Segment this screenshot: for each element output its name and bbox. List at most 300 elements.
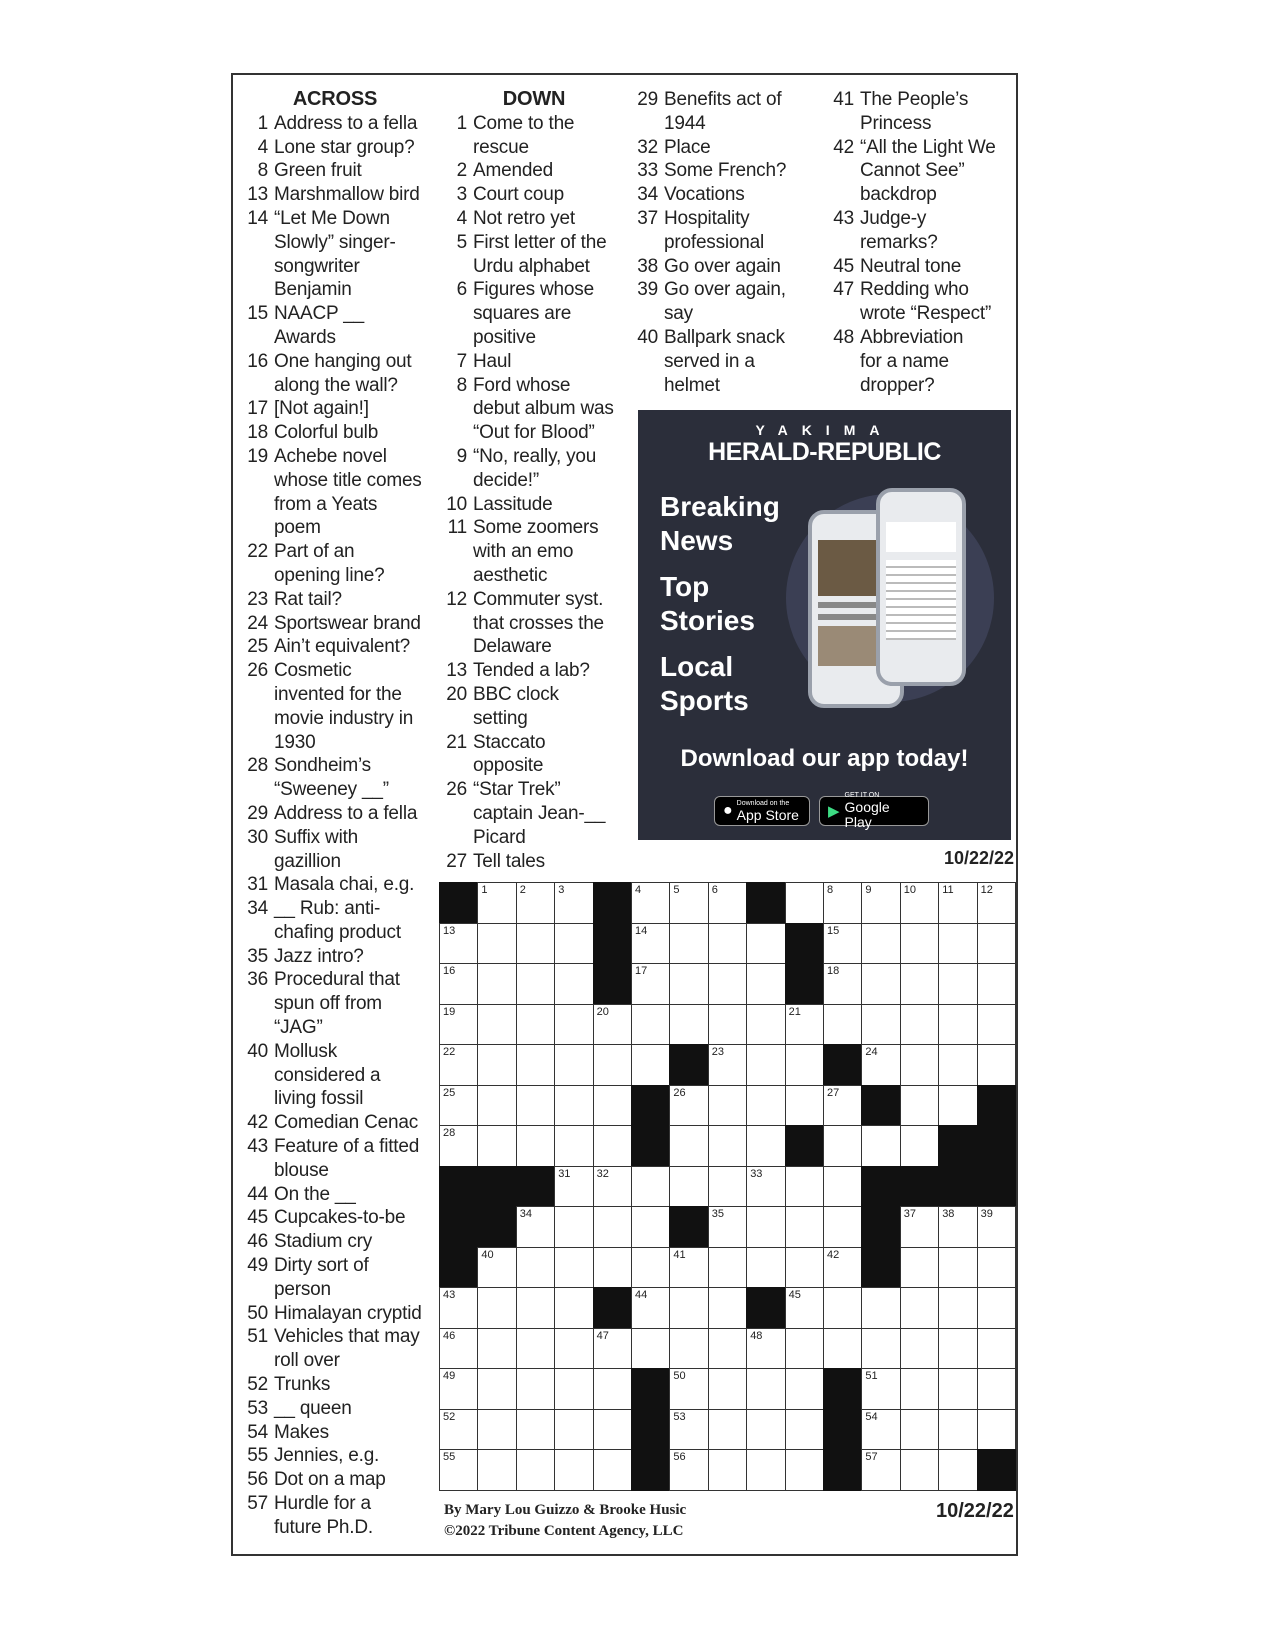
clue-text: Commuter syst. that crosses the Delaware — [473, 588, 604, 658]
across-clue — [240, 302, 430, 350]
grid-cell[interactable] — [785, 1004, 824, 1046]
grid-cell[interactable] — [785, 1085, 824, 1127]
grid-cell[interactable] — [746, 1004, 785, 1046]
grid-cell[interactable] — [708, 1125, 747, 1167]
grid-cell[interactable] — [477, 1125, 516, 1167]
down-clue — [439, 683, 629, 731]
grid-cell[interactable] — [439, 963, 478, 1005]
date-top: 10/22/22 — [944, 848, 1015, 868]
grid-cell[interactable] — [861, 1287, 900, 1329]
grid-cell[interactable] — [785, 1287, 824, 1329]
grid-cell[interactable] — [477, 1085, 516, 1127]
grid-cell[interactable] — [977, 1409, 1016, 1451]
grid-cell[interactable] — [823, 1125, 862, 1167]
grid-cell[interactable] — [823, 1328, 862, 1370]
cell-number: 24 — [865, 1046, 878, 1059]
grid-cell[interactable] — [746, 1247, 785, 1289]
grid-cell[interactable] — [746, 923, 785, 965]
grid-cell[interactable] — [977, 1247, 1016, 1289]
clue-number: 42 — [833, 136, 854, 158]
grid-cell[interactable] — [823, 1247, 862, 1289]
clue-number: 25 — [247, 636, 268, 658]
across-clue — [240, 1135, 430, 1183]
clue-text: __ queen — [274, 1397, 352, 1419]
cell-number: 11 — [942, 884, 954, 896]
grid-cell[interactable] — [746, 1368, 785, 1410]
clue-number: 24 — [247, 612, 268, 634]
grid-cell[interactable] — [554, 1004, 593, 1046]
black-square — [861, 1085, 900, 1127]
grid-cell[interactable] — [823, 923, 862, 965]
clue-text: Mollusk considered a living fossil — [274, 1040, 381, 1110]
grid-cell[interactable] — [516, 1004, 555, 1046]
across-clue — [240, 635, 430, 659]
clue-text: Some zoomers with an emo aesthetic — [473, 517, 599, 586]
across-clue — [240, 1183, 430, 1207]
across-clue — [240, 1302, 430, 1326]
grid-cell[interactable] — [977, 882, 1016, 924]
grid-cell[interactable] — [708, 1247, 747, 1289]
grid-cell[interactable] — [938, 1449, 977, 1491]
grid-cell[interactable] — [439, 1044, 478, 1086]
feature-top-stories: Top Stories — [660, 571, 755, 636]
app-store-button[interactable]: ● Download on the App Store — [714, 796, 810, 826]
grid-cell[interactable] — [900, 1449, 939, 1491]
grid-cell[interactable] — [900, 1044, 939, 1086]
down-clue — [630, 159, 820, 183]
grid-cell[interactable] — [938, 1409, 977, 1451]
across-clue — [240, 826, 430, 874]
grid-cell[interactable] — [746, 1044, 785, 1086]
grid-cell[interactable] — [823, 963, 862, 1005]
down-clue — [630, 136, 820, 160]
down-clue — [439, 659, 629, 683]
grid-cell[interactable] — [593, 1125, 632, 1167]
grid-cell[interactable] — [593, 1368, 632, 1410]
down-clue — [630, 183, 820, 207]
grid-cell[interactable] — [977, 963, 1016, 1005]
grid-cell[interactable] — [900, 1125, 939, 1167]
authors: By Mary Lou Guizzo & Brooke Husic — [444, 1502, 687, 1518]
grid-cell[interactable] — [785, 1409, 824, 1451]
across-clue — [240, 1468, 430, 1492]
grid-cell[interactable] — [439, 1085, 478, 1127]
grid-cell[interactable] — [516, 1247, 555, 1289]
grid-cell[interactable] — [669, 1328, 708, 1370]
cell-number: 12 — [980, 884, 993, 896]
cell-number: 1 — [481, 884, 488, 896]
grid-cell[interactable] — [631, 1287, 670, 1329]
grid-cell[interactable] — [477, 1409, 516, 1451]
grid-cell[interactable] — [823, 1166, 862, 1208]
across-clue — [240, 112, 430, 136]
grid-cell[interactable] — [900, 1368, 939, 1410]
grid-cell[interactable] — [746, 1328, 785, 1370]
clue-number: 48 — [833, 326, 854, 348]
grid-cell[interactable] — [631, 882, 670, 924]
grid-cell[interactable] — [593, 1166, 632, 1208]
grid-cell[interactable] — [977, 1368, 1016, 1410]
grid-cell[interactable] — [708, 1085, 747, 1127]
clue-number: 49 — [247, 1255, 268, 1277]
grid-cell[interactable] — [669, 1449, 708, 1491]
black-square — [593, 882, 632, 924]
grid-cell[interactable] — [977, 1044, 1016, 1086]
grid-cell[interactable] — [477, 1287, 516, 1329]
grid-cell[interactable] — [746, 963, 785, 1005]
down-clue — [630, 326, 820, 397]
grid-cell[interactable] — [746, 1085, 785, 1127]
grid-cell[interactable] — [823, 1085, 862, 1127]
grid-cell[interactable] — [785, 882, 824, 924]
grid-cell[interactable] — [861, 1328, 900, 1370]
grid-cell[interactable] — [477, 1368, 516, 1410]
black-square — [785, 963, 824, 1005]
across-clue — [240, 1492, 430, 1540]
grid-cell[interactable] — [746, 1125, 785, 1167]
across-clue — [240, 659, 430, 754]
grid-cell[interactable] — [516, 1085, 555, 1127]
grid-cell[interactable] — [669, 1166, 708, 1208]
grid-cell[interactable] — [631, 1206, 670, 1248]
grid-cell[interactable] — [554, 1409, 593, 1451]
grid-cell[interactable] — [977, 1328, 1016, 1370]
grid-cell[interactable] — [708, 1449, 747, 1491]
grid-cell[interactable] — [593, 1449, 632, 1491]
grid-cell[interactable] — [554, 1328, 593, 1370]
cell-number: 32 — [596, 1167, 609, 1180]
grid-cell[interactable] — [593, 1328, 632, 1370]
clue-number: 29 — [637, 89, 658, 110]
grid-cell[interactable] — [861, 1044, 900, 1086]
grid-cell[interactable] — [861, 1449, 900, 1491]
grid-cell[interactable] — [593, 1004, 632, 1046]
grid-cell[interactable] — [477, 1247, 516, 1289]
grid-cell[interactable] — [823, 882, 862, 924]
grid-cell[interactable] — [708, 1166, 747, 1208]
grid-cell[interactable] — [900, 1247, 939, 1289]
grid-cell[interactable] — [900, 1287, 939, 1329]
cell-number: 20 — [596, 1005, 609, 1018]
grid-cell[interactable] — [669, 882, 708, 924]
cell-number: 42 — [827, 1248, 840, 1261]
grid-cell[interactable] — [593, 1085, 632, 1127]
grid-cell[interactable] — [938, 1044, 977, 1086]
grid-cell[interactable] — [669, 1409, 708, 1451]
grid-cell[interactable] — [669, 1125, 708, 1167]
grid-cell[interactable] — [631, 1328, 670, 1370]
grid-cell[interactable] — [554, 1166, 593, 1208]
grid-cell[interactable] — [785, 1206, 824, 1248]
grid-cell[interactable] — [669, 1287, 708, 1329]
clue-number: 15 — [247, 303, 268, 325]
clue-number: 50 — [247, 1302, 268, 1324]
clue-number: 46 — [247, 1231, 268, 1253]
phone-mockup-back — [876, 488, 966, 686]
black-square — [785, 923, 824, 965]
grid-cell[interactable] — [746, 1166, 785, 1208]
cell-number: 34 — [519, 1208, 533, 1221]
grid-cell[interactable] — [861, 1004, 900, 1046]
grid-cell[interactable] — [477, 923, 516, 965]
clue-number: 31 — [247, 874, 268, 896]
grid-cell[interactable] — [785, 1247, 824, 1289]
grid-cell[interactable] — [439, 1368, 478, 1410]
grid-cell[interactable] — [477, 1044, 516, 1086]
grid-cell[interactable] — [938, 1206, 977, 1248]
grid-cell[interactable] — [708, 1328, 747, 1370]
clue-number: 44 — [247, 1183, 268, 1205]
down-clue — [439, 159, 629, 183]
grid-cell[interactable] — [554, 1368, 593, 1410]
grid-cell[interactable] — [554, 1125, 593, 1167]
grid-cell[interactable] — [708, 1409, 747, 1451]
clue-number: 33 — [637, 160, 658, 182]
grid-cell[interactable] — [516, 963, 555, 1005]
across-clue — [240, 612, 430, 636]
grid-cell[interactable] — [977, 1287, 1016, 1329]
grid-cell[interactable] — [477, 963, 516, 1005]
across-clue — [240, 159, 430, 183]
grid-cell[interactable] — [516, 923, 555, 965]
clue-number: 21 — [446, 731, 467, 753]
grid-cell[interactable] — [785, 1368, 824, 1410]
grid-cell[interactable] — [823, 1206, 862, 1248]
grid-cell[interactable] — [554, 1085, 593, 1127]
clue-text: Haul — [473, 350, 512, 372]
grid-cell[interactable] — [631, 1166, 670, 1208]
down-clue — [439, 445, 629, 493]
clue-text: First letter of the Urdu alphabet — [473, 231, 607, 277]
clue-number: 8 — [257, 160, 268, 182]
down-clues-continued — [630, 88, 820, 397]
grid-cell[interactable] — [669, 1085, 708, 1127]
grid-cell[interactable] — [477, 882, 516, 924]
grid-cell[interactable] — [938, 1368, 977, 1410]
clue-number: 14 — [247, 207, 268, 229]
black-square — [631, 1085, 670, 1127]
grid-cell[interactable] — [631, 1044, 670, 1086]
clue-text: “Star Trek” captain Jean-__ Picard — [473, 779, 606, 848]
grid-cell[interactable] — [516, 1125, 555, 1167]
black-square — [439, 1166, 478, 1208]
grid-cell[interactable] — [900, 1409, 939, 1451]
black-square — [785, 1125, 824, 1167]
grid-cell[interactable] — [861, 923, 900, 965]
clue-text: Comedian Cenac — [274, 1112, 419, 1134]
clue-number: 52 — [247, 1374, 268, 1396]
grid-cell[interactable] — [938, 923, 977, 965]
clue-text: Jazz intro? — [274, 945, 364, 967]
grid-cell[interactable] — [900, 963, 939, 1005]
grid-cell[interactable] — [861, 882, 900, 924]
clue-text: Some French? — [664, 160, 787, 182]
grid-cell[interactable] — [439, 1287, 478, 1329]
grid-cell[interactable] — [477, 1449, 516, 1491]
apple-icon: ● — [723, 802, 733, 819]
grid-cell[interactable] — [593, 1206, 632, 1248]
clue-text: Sondheim’s “Sweeney __” — [274, 755, 389, 801]
grid-cell[interactable] — [708, 882, 747, 924]
black-square — [439, 1206, 478, 1248]
grid-cell[interactable] — [977, 1206, 1016, 1248]
clue-number: 13 — [446, 660, 467, 682]
across-clue — [240, 754, 430, 802]
clue-text: Hospitality professional — [664, 207, 765, 253]
grid-cell[interactable] — [554, 1247, 593, 1289]
grid-cell[interactable] — [900, 923, 939, 965]
across-clue — [240, 1111, 430, 1135]
grid-cell[interactable] — [708, 923, 747, 965]
grid-cell[interactable] — [516, 1287, 555, 1329]
grid-cell[interactable] — [631, 963, 670, 1005]
grid-cell[interactable] — [708, 1368, 747, 1410]
grid-cell[interactable] — [439, 1328, 478, 1370]
black-square — [861, 1166, 900, 1208]
grid-cell[interactable] — [708, 963, 747, 1005]
cell-number: 21 — [788, 1005, 801, 1018]
grid-cell[interactable] — [900, 1004, 939, 1046]
grid-cell[interactable] — [708, 1287, 747, 1329]
grid-cell[interactable] — [708, 1004, 747, 1046]
grid-cell[interactable] — [477, 1328, 516, 1370]
grid-cell[interactable] — [746, 1206, 785, 1248]
clue-number: 20 — [446, 683, 467, 705]
grid-cell[interactable] — [861, 1409, 900, 1451]
grid-cell[interactable] — [785, 1044, 824, 1086]
grid-cell[interactable] — [823, 1004, 862, 1046]
grid-cell[interactable] — [516, 1409, 555, 1451]
grid-cell[interactable] — [938, 1247, 977, 1289]
grid-cell[interactable] — [938, 1328, 977, 1370]
black-square — [593, 923, 632, 965]
black-square — [516, 1166, 555, 1208]
across-clue — [240, 873, 430, 897]
cell-number: 41 — [673, 1248, 686, 1261]
down-clue — [439, 278, 629, 349]
down-clue — [439, 516, 629, 587]
grid-cell[interactable] — [554, 1287, 593, 1329]
grid-cell[interactable] — [938, 1085, 977, 1127]
crossword-grid[interactable] — [439, 882, 1015, 1490]
grid-cell[interactable] — [938, 1004, 977, 1046]
clue-text: Sportswear brand — [274, 612, 421, 634]
grid-cell[interactable] — [938, 963, 977, 1005]
grid-cell[interactable] — [977, 1004, 1016, 1046]
clue-number: 12 — [446, 588, 467, 610]
down-clue — [439, 493, 629, 517]
grid-cell[interactable] — [669, 1247, 708, 1289]
grid-cell[interactable] — [708, 1044, 747, 1086]
google-play-button[interactable]: ▶ GET IT ON Google Play — [819, 796, 929, 826]
grid-cell[interactable] — [785, 1328, 824, 1370]
grid-cell[interactable] — [631, 923, 670, 965]
down-clue — [439, 850, 629, 874]
grid-cell[interactable] — [900, 1085, 939, 1127]
grid-cell[interactable] — [439, 1449, 478, 1491]
grid-cell[interactable] — [669, 923, 708, 965]
cell-number: 33 — [750, 1167, 763, 1180]
clue-number: 23 — [247, 588, 268, 610]
grid-cell[interactable] — [516, 1044, 555, 1086]
feature-breaking-news: Breaking News — [660, 491, 780, 556]
grid-cell[interactable] — [785, 1166, 824, 1208]
across-clue — [240, 1373, 430, 1397]
grid-cell[interactable] — [823, 1287, 862, 1329]
grid-cell[interactable] — [861, 963, 900, 1005]
grid-cell[interactable] — [439, 1125, 478, 1167]
clue-text: Come to the rescue — [473, 112, 575, 158]
grid-cell[interactable] — [669, 1368, 708, 1410]
grid-cell[interactable] — [708, 1206, 747, 1248]
clue-text: Suffix with gazillion — [274, 826, 359, 872]
clue-text: Himalayan cryptid — [274, 1302, 422, 1324]
clue-number: 42 — [247, 1112, 268, 1134]
grid-cell[interactable] — [900, 1328, 939, 1370]
grid-cell[interactable] — [900, 1206, 939, 1248]
grid-cell[interactable] — [938, 882, 977, 924]
copyright: ©2022 Tribune Content Agency, LLC — [444, 1523, 684, 1539]
grid-cell[interactable] — [861, 1368, 900, 1410]
black-square — [977, 1125, 1016, 1167]
clue-number: 34 — [247, 898, 268, 920]
clue-number: 4 — [257, 136, 268, 158]
grid-cell[interactable] — [516, 1449, 555, 1491]
grid-cell[interactable] — [439, 1004, 478, 1046]
clue-number: 26 — [247, 660, 268, 682]
grid-cell[interactable] — [593, 1247, 632, 1289]
grid-cell[interactable] — [746, 1449, 785, 1491]
grid-cell[interactable] — [516, 1206, 555, 1248]
grid-cell[interactable] — [900, 882, 939, 924]
app-advertisement[interactable] — [638, 410, 1011, 840]
across-clue — [240, 897, 430, 945]
grid-cell[interactable] — [554, 963, 593, 1005]
grid-cell[interactable] — [593, 1409, 632, 1451]
grid-cell[interactable] — [439, 923, 478, 965]
grid-cell[interactable] — [977, 923, 1016, 965]
clue-number: 55 — [247, 1445, 268, 1467]
grid-cell[interactable] — [938, 1287, 977, 1329]
grid-cell[interactable] — [516, 1328, 555, 1370]
grid-cell[interactable] — [785, 1449, 824, 1491]
grid-cell[interactable] — [631, 1247, 670, 1289]
grid-cell[interactable] — [669, 1004, 708, 1046]
grid-cell[interactable] — [746, 1409, 785, 1451]
grid-cell[interactable] — [593, 1044, 632, 1086]
clue-number: 32 — [637, 136, 658, 158]
grid-cell[interactable] — [554, 1449, 593, 1491]
clue-text: Feature of a fitted blouse — [274, 1136, 420, 1181]
grid-cell[interactable] — [861, 1125, 900, 1167]
grid-cell[interactable] — [554, 923, 593, 965]
grid-cell[interactable] — [554, 1044, 593, 1086]
down-clue — [826, 207, 1016, 255]
cell-number: 8 — [827, 884, 834, 896]
grid-cell[interactable] — [477, 1004, 516, 1046]
clue-text: Court coup — [473, 184, 564, 206]
across-clue — [240, 350, 430, 398]
grid-cell[interactable] — [554, 882, 593, 924]
grid-cell[interactable] — [439, 1409, 478, 1451]
cell-number: 43 — [443, 1289, 456, 1302]
grid-cell[interactable] — [669, 963, 708, 1005]
grid-cell[interactable] — [631, 1004, 670, 1046]
grid-cell[interactable] — [516, 882, 555, 924]
grid-cell[interactable] — [516, 1368, 555, 1410]
grid-cell[interactable] — [554, 1206, 593, 1248]
down-clue — [439, 374, 629, 445]
